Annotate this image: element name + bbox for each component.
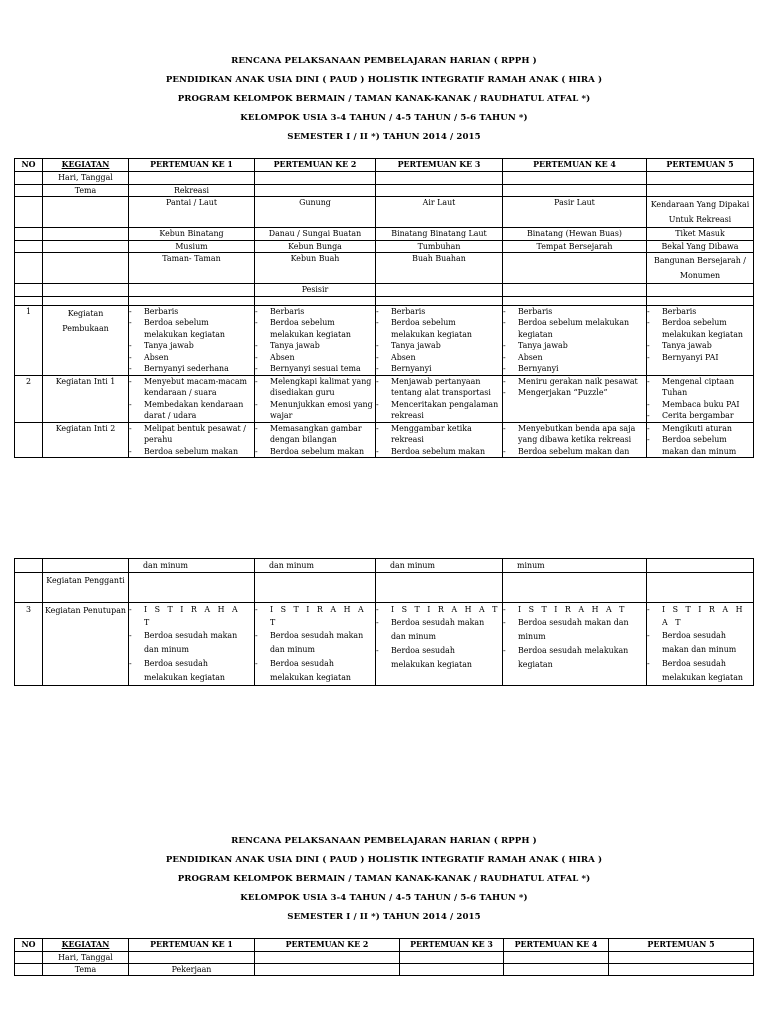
subtema-cell: Bangunan Bersejarah / Monumen bbox=[647, 253, 754, 284]
activity-cell bbox=[376, 422, 503, 458]
subtema-cell: Pesisir bbox=[255, 284, 376, 297]
list-item: - Berdoa sesudah melakukan kegiatan bbox=[131, 657, 252, 685]
list-item: - Berdoa sesudah makan dan minum bbox=[257, 629, 373, 657]
list-item: - Bernyanyi sesuai tema bbox=[257, 363, 373, 375]
list-item: - Cerita bergambar bbox=[649, 410, 751, 422]
col-pertemuan-2: PERTEMUAN KE 2 bbox=[255, 159, 376, 172]
subtema-cell: Pantai / Laut bbox=[129, 197, 255, 228]
table-row-inti-1 bbox=[15, 375, 754, 422]
list-item: - Tanya jawab bbox=[378, 340, 500, 352]
row-number: 2 bbox=[15, 375, 43, 422]
list-item: - Melengkapi kalimat yang disediakan guru bbox=[257, 376, 373, 399]
doc-subtitle-age: KELOMPOK USIA 3-4 TAHUN / 4-5 TAHUN / 5-6 TAHUN *) bbox=[240, 893, 528, 903]
list-item: - Berdoa sesudah melakukan kegiatan bbox=[505, 644, 644, 672]
doc-subtitle-program: PROGRAM KELOMPOK BERMAIN / TAMAN KANAK-KANAK / RAUDHATUL ATFAL *) bbox=[177, 94, 591, 104]
list-item: - Menjawab pertanyaan tentang alat transportasi bbox=[378, 376, 500, 399]
table-row bbox=[15, 253, 754, 284]
col-pertemuan-1: PERTEMUAN KE 1 bbox=[129, 939, 255, 952]
list-item: - Berbaris bbox=[505, 306, 644, 318]
list-item: - Menyebut macam-macam kendaraan / suara bbox=[131, 376, 252, 399]
table-row bbox=[15, 184, 754, 197]
list-item: - Berdoa sebelum makan dan bbox=[505, 446, 644, 458]
activity-name: Kegiatan Inti 2 bbox=[43, 422, 129, 458]
activity-name: Kegiatan Penutupan bbox=[43, 603, 129, 686]
col-pertemuan-5: PERTEMUAN 5 bbox=[647, 159, 754, 172]
list-item: - Tanya jawab bbox=[257, 340, 373, 352]
subtema-cell: Taman- Taman bbox=[129, 253, 255, 284]
list-item: - Tanya jawab bbox=[505, 340, 644, 352]
doc-subtitle-paud: PENDIDIKAN ANAK USIA DINI ( PAUD ) HOLISTIK INTEGRATIF RAMAH ANAK ( HIRA ) bbox=[165, 75, 603, 85]
doc-title: RENCANA PELAKSANAAN PEMBELAJARAN HARIAN ( RPPH ) bbox=[231, 836, 537, 846]
table-header-row bbox=[15, 939, 754, 952]
list-item: - Melipat bentuk pesawat / perahu bbox=[131, 423, 252, 446]
activity-cell bbox=[503, 422, 647, 458]
list-item: - Berdoa sebelum melakukan kegiatan bbox=[649, 317, 751, 340]
list-item: - Berbaris bbox=[378, 306, 500, 318]
continued-text: dan minum bbox=[129, 559, 255, 573]
activity-cell bbox=[503, 375, 647, 422]
tema-value: Pekerjaan bbox=[129, 964, 255, 976]
activity-cell bbox=[255, 375, 376, 422]
subtema-cell: Air Laut bbox=[376, 197, 503, 228]
activity-cell bbox=[376, 603, 503, 686]
table-row bbox=[15, 296, 754, 305]
row-number: 1 bbox=[15, 305, 43, 375]
col-pertemuan-2: PERTEMUAN KE 2 bbox=[255, 939, 400, 952]
rpph-table-continued bbox=[14, 558, 754, 686]
tema-label: Tema bbox=[43, 184, 129, 197]
activity-name: Kegiatan Pembukaan bbox=[43, 305, 129, 375]
col-pertemuan-5: PERTEMUAN 5 bbox=[609, 939, 754, 952]
list-item: - Menceritakan pengalaman rekreasi bbox=[378, 399, 500, 422]
table-row-inti-2 bbox=[15, 422, 754, 458]
col-no: NO bbox=[15, 939, 43, 952]
subtema-cell: Pasir Laut bbox=[503, 197, 647, 228]
subtema-cell: Danau / Sungai Buatan bbox=[255, 228, 376, 241]
rpph-table-2 bbox=[14, 938, 754, 976]
subtema-cell bbox=[503, 253, 647, 284]
list-item: - Absen bbox=[131, 352, 252, 364]
subtema-cell: Kebun Binatang bbox=[129, 228, 255, 241]
activity-cell bbox=[129, 375, 255, 422]
row-number: 3 bbox=[15, 603, 43, 686]
list-item: - I S T I R A H A T bbox=[378, 603, 500, 616]
rpph-table bbox=[14, 158, 754, 458]
table-row-pengganti bbox=[15, 573, 754, 603]
list-item: - Bernyanyi bbox=[378, 363, 500, 375]
list-item: - Memasangkan gambar dengan bilangan bbox=[257, 423, 373, 446]
tema-label: Tema bbox=[43, 964, 129, 976]
doc-title: RENCANA PELAKSANAAN PEMBELAJARAN HARIAN ( RPPH ) bbox=[231, 56, 537, 66]
subtema-cell: Binatang (Hewan Buas) bbox=[503, 228, 647, 241]
table-row bbox=[15, 559, 754, 573]
subtema-cell: Kendaraan Yang Dipakai Untuk Rekreasi bbox=[647, 197, 754, 228]
subtema-cell: Bekal Yang Dibawa bbox=[647, 240, 754, 253]
list-item: - Absen bbox=[378, 352, 500, 364]
rpph-header bbox=[0, 52, 768, 147]
table-row bbox=[15, 240, 754, 253]
list-item: - Absen bbox=[257, 352, 373, 364]
list-item: - Berdoa sebelum makan bbox=[378, 446, 500, 458]
col-pertemuan-3: PERTEMUAN KE 3 bbox=[376, 159, 503, 172]
doc-subtitle-paud: PENDIDIKAN ANAK USIA DINI ( PAUD ) HOLISTIK INTEGRATIF RAMAH ANAK ( HIRA ) bbox=[165, 855, 603, 865]
continued-text: dan minum bbox=[255, 559, 376, 573]
table-row-pembukaan bbox=[15, 305, 754, 375]
rpph-header-2 bbox=[0, 832, 768, 927]
activity-cell bbox=[503, 305, 647, 375]
list-item: - Mengenal ciptaan Tuhan bbox=[649, 376, 751, 399]
doc-subtitle-age: KELOMPOK USIA 3-4 TAHUN / 4-5 TAHUN / 5-6 TAHUN *) bbox=[240, 113, 528, 123]
list-item: - Bernyanyi PAI bbox=[649, 352, 751, 364]
subtema-cell: Buah Buahan bbox=[376, 253, 503, 284]
activity-cell bbox=[129, 305, 255, 375]
list-item: - Mengerjakan “Puzzle” bbox=[505, 387, 644, 399]
subtema-cell: Gunung bbox=[255, 197, 376, 228]
list-item: - Berdoa sebelum melakukan kegiatan bbox=[257, 317, 373, 340]
col-no: NO bbox=[15, 159, 43, 172]
col-pertemuan-4: PERTEMUAN KE 4 bbox=[503, 159, 647, 172]
col-pertemuan-1: PERTEMUAN KE 1 bbox=[129, 159, 255, 172]
hari-tanggal-label: Hari, Tanggal bbox=[43, 952, 129, 964]
list-item: - Absen bbox=[505, 352, 644, 364]
col-kegiatan: KEGIATAN bbox=[43, 939, 129, 952]
activity-cell bbox=[255, 603, 376, 686]
col-kegiatan: KEGIATAN bbox=[43, 159, 129, 172]
table-row bbox=[15, 284, 754, 297]
activity-name: Kegiatan Pengganti bbox=[43, 573, 129, 603]
list-item: - Berdoa sesudah makan dan minum bbox=[505, 616, 644, 644]
list-item: - I S T I R A H A T bbox=[649, 603, 751, 629]
activity-cell bbox=[255, 305, 376, 375]
list-item: - Bernyanyi bbox=[505, 363, 644, 375]
subtema-cell: Tumbuhan bbox=[376, 240, 503, 253]
table-header-row bbox=[15, 159, 754, 172]
doc-subtitle-semester: SEMESTER I / II *) TAHUN 2014 / 2015 bbox=[287, 132, 481, 142]
col-pertemuan-4: PERTEMUAN KE 4 bbox=[504, 939, 609, 952]
activity-cell bbox=[255, 422, 376, 458]
list-item: - I S T I R A H A T bbox=[505, 603, 644, 616]
activity-name: Kegiatan Inti 1 bbox=[43, 375, 129, 422]
list-item: - Berdoa sesudah melakukan kegiatan bbox=[257, 657, 373, 685]
list-item: - I S T I R A H A T bbox=[131, 603, 252, 629]
activity-cell bbox=[647, 305, 754, 375]
activity-cell bbox=[376, 305, 503, 375]
activity-cell bbox=[129, 422, 255, 458]
tema-value: Rekreasi bbox=[129, 184, 255, 197]
table-row bbox=[15, 172, 754, 185]
list-item: - Membedakan kendaraan darat / udara bbox=[131, 399, 252, 422]
list-item: - Menggambar ketika rekreasi bbox=[378, 423, 500, 446]
col-pertemuan-3: PERTEMUAN KE 3 bbox=[400, 939, 504, 952]
subtema-cell: Musium bbox=[129, 240, 255, 253]
list-item: - Tanya jawab bbox=[649, 340, 751, 352]
activity-cell bbox=[647, 375, 754, 422]
activity-cell bbox=[376, 375, 503, 422]
list-item: - Berbaris bbox=[131, 306, 252, 318]
activity-cell bbox=[129, 603, 255, 686]
list-item: - Berdoa sebelum melakukan kegiatan bbox=[505, 317, 644, 340]
list-item: - Meniru gerakan naik pesawat bbox=[505, 376, 644, 388]
list-item: - Tanya jawab bbox=[131, 340, 252, 352]
list-item: - Berdoa sesudah melakukan kegiatan bbox=[378, 644, 500, 672]
activity-cell bbox=[647, 603, 754, 686]
continued-text: minum bbox=[503, 559, 647, 573]
activity-cell bbox=[647, 422, 754, 458]
subtema-cell: Kebun Bunga bbox=[255, 240, 376, 253]
list-item: - Berdoa sesudah melakukan kegiatan bbox=[649, 657, 751, 685]
continued-text: dan minum bbox=[376, 559, 503, 573]
table-row-penutupan bbox=[15, 603, 754, 686]
list-item: - Berdoa sebelum melakukan kegiatan bbox=[131, 317, 252, 340]
list-item: - Mengikuti aturan bbox=[649, 423, 751, 435]
list-item: - Menyebutkan benda apa saja yang dibawa ketika rekreasi bbox=[505, 423, 644, 446]
list-item: - Bernyanyi sederhana bbox=[131, 363, 252, 375]
table-row bbox=[15, 964, 754, 976]
table-row bbox=[15, 228, 754, 241]
list-item: - Berdoa sebelum melakukan kegiatan bbox=[378, 317, 500, 340]
list-item: - Berdoa sebelum makan bbox=[131, 446, 252, 458]
hari-tanggal-label: Hari, Tanggal bbox=[43, 172, 129, 185]
doc-subtitle-semester: SEMESTER I / II *) TAHUN 2014 / 2015 bbox=[287, 912, 481, 922]
list-item: - Berdoa sesudah makan dan minum bbox=[131, 629, 252, 657]
subtema-cell: Tempat Bersejarah bbox=[503, 240, 647, 253]
list-item: - Berdoa sebelum makan dan minum bbox=[649, 434, 751, 457]
list-item: - Berbaris bbox=[257, 306, 373, 318]
list-item: - Berdoa sebelum makan bbox=[257, 446, 373, 458]
table-row bbox=[15, 952, 754, 964]
subtema-cell: Kebun Buah bbox=[255, 253, 376, 284]
table-row bbox=[15, 197, 754, 228]
doc-subtitle-program: PROGRAM KELOMPOK BERMAIN / TAMAN KANAK-KANAK / RAUDHATUL ATFAL *) bbox=[177, 874, 591, 884]
list-item: - I S T I R A H A T bbox=[257, 603, 373, 629]
list-item: - Berdoa sesudah makan dan minum bbox=[649, 629, 751, 657]
activity-cell bbox=[503, 603, 647, 686]
list-item: - Berdoa sesudah makan dan minum bbox=[378, 616, 500, 644]
subtema-cell: Binatang Binatang Laut bbox=[376, 228, 503, 241]
list-item: - Membaca buku PAI bbox=[649, 399, 751, 411]
subtema-cell: Tiket Masuk bbox=[647, 228, 754, 241]
list-item: - Menunjukkan emosi yang wajar bbox=[257, 399, 373, 422]
list-item: - Berbaris bbox=[649, 306, 751, 318]
